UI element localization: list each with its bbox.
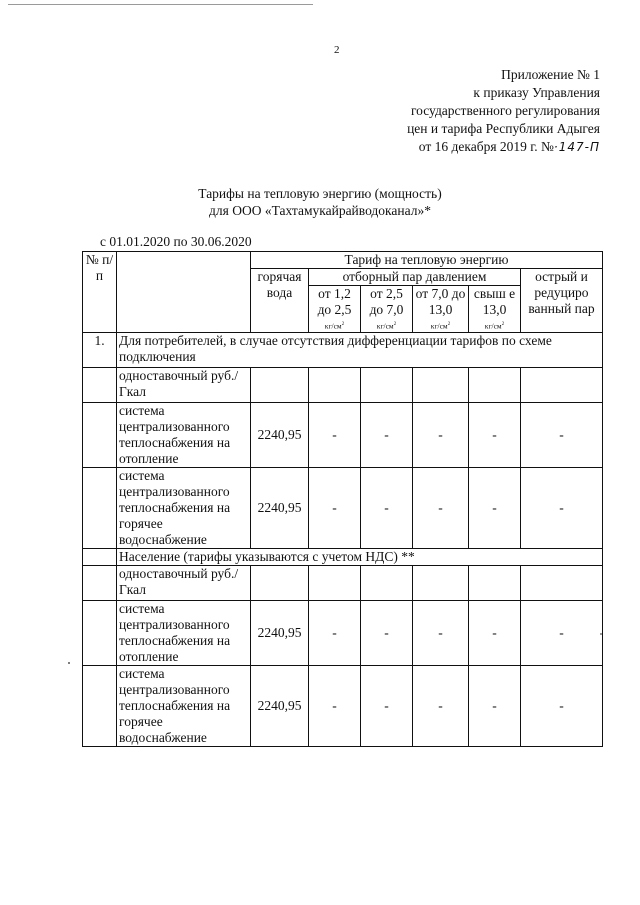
num-cell xyxy=(83,665,117,746)
pressure-3-text: от 7,0 до 13,0 xyxy=(415,286,466,317)
pressure-1-text: от 1,2 до 2,5 xyxy=(317,286,352,317)
pressure-2-cell xyxy=(361,565,413,600)
pressure-4-value: - xyxy=(469,467,521,548)
pressure-4-cell xyxy=(469,367,521,402)
pressure-1-value: - xyxy=(309,467,361,548)
unit-text: кг/см xyxy=(376,321,394,331)
section-2-row xyxy=(83,548,603,565)
annex-line-2: к приказу Управления xyxy=(473,85,600,100)
row-label: система централизованного теплоснабжения на отопление xyxy=(117,600,251,665)
annex-line-5 xyxy=(407,138,600,156)
pressure-3-value: - xyxy=(413,665,469,746)
unit-power: 2 xyxy=(447,322,451,327)
document-title xyxy=(0,185,640,219)
pressure-3-value: - xyxy=(413,402,469,467)
header-row-1 xyxy=(83,252,603,269)
annex-line-4: цен и тарифа Республики Адыгея xyxy=(407,121,600,136)
pressure-4-value: - xyxy=(469,665,521,746)
row-label: одноставочный руб./Гкал xyxy=(117,565,251,600)
annex-line-3: государственного регулирования xyxy=(410,103,600,118)
pressure-2-value: - xyxy=(361,600,413,665)
pressure-1-value: - xyxy=(309,600,361,665)
section-1-number: 1. xyxy=(83,332,117,367)
unit-text: кг/см xyxy=(430,321,448,331)
pressure-4-value: - xyxy=(469,600,521,665)
pressure-1-cell xyxy=(309,367,361,402)
annex-line-1: Приложение № 1 xyxy=(501,67,600,82)
row-label: система централизованного теплоснабжения на отопление xyxy=(117,402,251,467)
tariff-table xyxy=(82,251,603,747)
unit-power: 2 xyxy=(393,322,397,327)
table-row xyxy=(83,600,603,665)
page-number: 2 xyxy=(334,44,340,56)
header-pressure-1 xyxy=(309,286,361,333)
pressure-2-text: от 2,5 до 7,0 xyxy=(369,286,404,317)
header-steam: отборный пар давлением xyxy=(309,269,521,286)
hot-water-value: 2240,95 xyxy=(251,665,309,746)
sharp-steam-value: - xyxy=(521,467,603,548)
pressure-2-cell xyxy=(361,367,413,402)
pressure-2-value: - xyxy=(361,665,413,746)
order-number-handwritten: ·147-П xyxy=(553,140,600,154)
num-cell xyxy=(83,402,117,467)
table-row xyxy=(83,665,603,746)
pressure-3-value: - xyxy=(413,467,469,548)
order-date: от 16 декабря 2019 г. № xyxy=(418,139,554,154)
pressure-4-text: свыш е 13,0 xyxy=(473,286,516,317)
sharp-steam-cell xyxy=(521,367,603,402)
unit-text: кг/см xyxy=(324,321,342,331)
num-cell xyxy=(83,600,117,665)
pressure-4-unit xyxy=(471,320,518,332)
table-row xyxy=(83,565,603,600)
section-2-title: Население (тарифы указываются с учетом НДС) ** xyxy=(117,548,603,565)
section-1-title: Для потребителей, в случае отсутствия дифференциации тарифов по схеме подключения xyxy=(117,332,603,367)
pressure-1-value: - xyxy=(309,402,361,467)
row-label: система централизованного теплоснабжения на горячее водоснабжение xyxy=(117,467,251,548)
pressure-1-unit xyxy=(311,320,358,332)
table-row xyxy=(83,402,603,467)
header-tariff: Тариф на тепловую энергию xyxy=(251,252,603,269)
tariff-period: с 01.01.2020 по 30.06.2020 xyxy=(100,234,252,249)
pressure-1-cell xyxy=(309,565,361,600)
header-sharp-steam: острый и редуциро ванный пар xyxy=(521,269,603,333)
section-1-row xyxy=(83,332,603,367)
header-num: № п/п xyxy=(83,252,117,333)
annex-block xyxy=(407,66,600,156)
num-cell xyxy=(83,565,117,600)
num-cell xyxy=(83,367,117,402)
pressure-4-cell xyxy=(469,565,521,600)
header-hot-water: горячая вода xyxy=(251,269,309,333)
sharp-steam-value: - xyxy=(521,665,603,746)
pressure-2-unit xyxy=(363,320,410,332)
pressure-3-unit xyxy=(415,320,466,332)
header-pressure-4 xyxy=(469,286,521,333)
unit-power: 2 xyxy=(341,322,345,327)
header-pressure-2 xyxy=(361,286,413,333)
hot-water-value: 2240,95 xyxy=(251,467,309,548)
pressure-2-value: - xyxy=(361,402,413,467)
sharp-steam-value: - xyxy=(521,402,603,467)
title-line-2: для ООО «Тахтамукайрайводоканал»* xyxy=(209,203,431,218)
num-cell xyxy=(83,548,117,565)
top-rule xyxy=(8,4,313,5)
hot-water-value: 2240,95 xyxy=(251,600,309,665)
pressure-3-cell xyxy=(413,565,469,600)
table-row xyxy=(83,467,603,548)
pressure-3-cell xyxy=(413,367,469,402)
pressure-1-value: - xyxy=(309,665,361,746)
sharp-steam-cell xyxy=(521,565,603,600)
pressure-4-value: - xyxy=(469,402,521,467)
sharp-steam-value: - xyxy=(521,600,603,665)
scan-speck xyxy=(600,633,602,635)
hot-water-value: 2240,95 xyxy=(251,402,309,467)
unit-power: 2 xyxy=(501,322,505,327)
row-label: одноставочный руб./Гкал xyxy=(117,367,251,402)
unit-text: кг/см xyxy=(484,321,502,331)
header-pressure-3 xyxy=(413,286,469,333)
hot-water-cell xyxy=(251,565,309,600)
row-label: система централизованного теплоснабжения на горячее водоснабжение xyxy=(117,665,251,746)
scan-speck xyxy=(68,662,70,664)
header-blank xyxy=(117,252,251,333)
title-line-1: Тарифы на тепловую энергию (мощность) xyxy=(198,186,442,201)
pressure-3-value: - xyxy=(413,600,469,665)
pressure-2-value: - xyxy=(361,467,413,548)
table-row xyxy=(83,367,603,402)
num-cell xyxy=(83,467,117,548)
hot-water-cell xyxy=(251,367,309,402)
